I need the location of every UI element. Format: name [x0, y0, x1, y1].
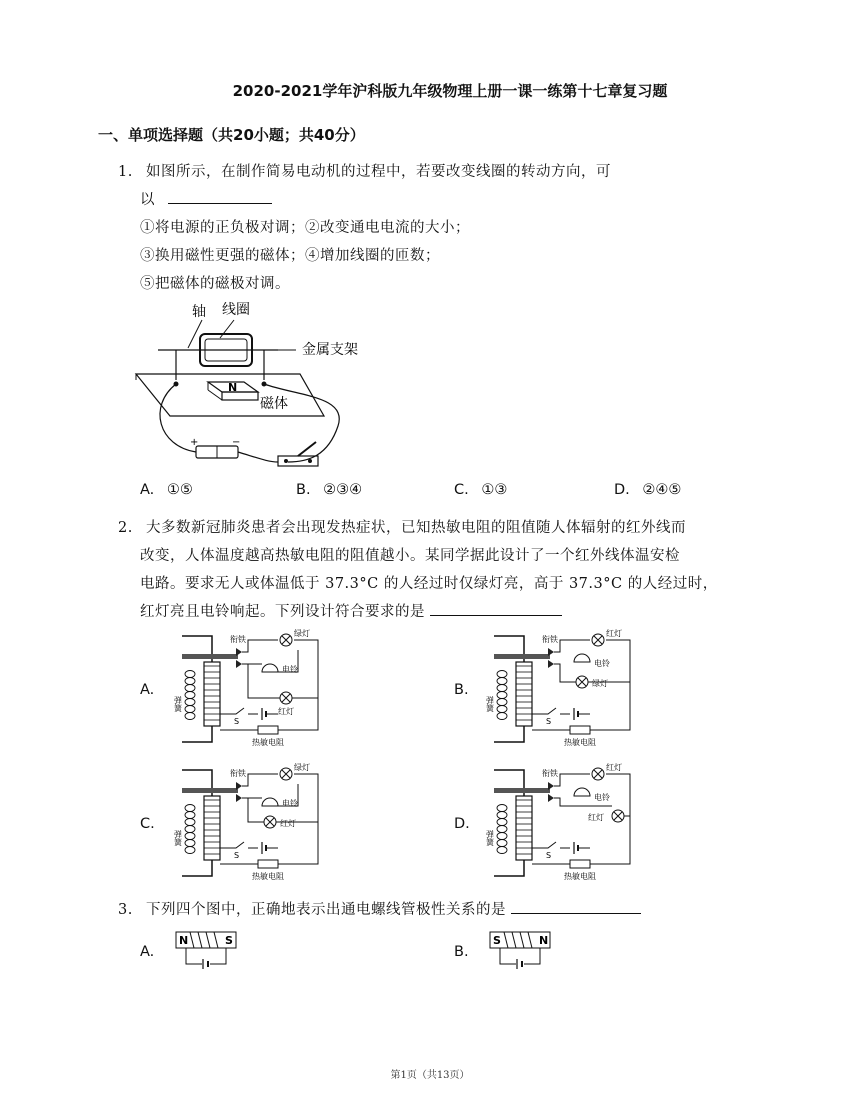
motor-figure [128, 296, 388, 472]
option-letter: A. [140, 944, 155, 960]
circuit-diagram-d [485, 760, 640, 882]
red-label: 红灯 [606, 629, 622, 638]
q1-line2 [140, 188, 272, 209]
bell-label: 电铃 [282, 799, 298, 808]
q2-option-c[interactable] [140, 816, 155, 832]
q2-number: 2. [118, 520, 133, 536]
solenoid-b [488, 930, 552, 970]
switch-label: S [234, 851, 240, 860]
red-label: 红灯 [588, 813, 604, 822]
magnet-label: 磁体 [260, 396, 288, 412]
thermistor-label: 热敏电阻 [564, 872, 596, 881]
thermistor-label: 热敏电阻 [564, 738, 596, 747]
q2-option-b[interactable] [454, 682, 469, 698]
armature-label: 衔铁 [230, 635, 246, 644]
switch-label: S [546, 851, 552, 860]
q3-text-1: 下列四个图中，正确地表示出通电螺线管极性关系的是 [145, 902, 506, 918]
bell-label: 电铃 [282, 665, 298, 674]
q2-line1 [118, 516, 686, 537]
thermistor [258, 726, 278, 734]
q3-line1 [118, 898, 641, 919]
page-title: 2020-2021学年沪科版九年级物理上册一课一练第十七章复习题 [232, 82, 668, 100]
bell-label: 电铃 [594, 793, 610, 802]
circuit-diagram-a [173, 626, 328, 748]
magnet-n-label: N [228, 381, 238, 394]
thermistor [570, 860, 590, 868]
option-letter: B. [454, 682, 469, 698]
thermistor [570, 726, 590, 734]
section-heading: 一、单项选择题（共20小题；共40分） [98, 126, 365, 144]
spring-label: 弹簧 [173, 830, 183, 846]
green-label: 绿灯 [592, 679, 608, 688]
pole-left: N [179, 934, 189, 947]
spring-label: 弹簧 [485, 830, 495, 846]
option-text: ①⑤ [166, 482, 193, 498]
switch-label: S [546, 717, 552, 726]
option-letter: C. [454, 482, 469, 498]
option-letter: D. [454, 816, 470, 832]
armature [494, 788, 550, 793]
q1-option-b[interactable] [296, 482, 362, 498]
option-text: ①③ [481, 482, 508, 498]
q2-answer-blank[interactable] [430, 601, 562, 616]
page-footer: 第1页（共13页） [390, 1070, 470, 1081]
green-label: 绿灯 [294, 629, 310, 638]
option-letter: A. [140, 682, 155, 698]
coil-label: 线圈 [222, 302, 250, 318]
q1-option-d[interactable] [614, 482, 681, 498]
q3-number: 3. [118, 902, 133, 918]
armature-label: 衔铁 [230, 769, 246, 778]
thermistor [258, 860, 278, 868]
q1-text-1: 如图所示，在制作简易电动机的过程中，若要改变线圈的转动方向，可 [145, 164, 611, 180]
red-label: 红灯 [280, 819, 296, 828]
battery-plus: + [190, 437, 199, 448]
red-label: 红灯 [278, 707, 294, 716]
q1-line1 [118, 160, 611, 181]
option-letter: B. [296, 482, 311, 498]
circuit-diagram-c [173, 760, 328, 882]
q3-answer-blank[interactable] [511, 899, 641, 914]
solenoid-a [174, 930, 238, 970]
thermistor-label: 热敏电阻 [252, 738, 284, 747]
armature-label: 衔铁 [542, 635, 558, 644]
bell-icon [574, 654, 590, 662]
pole-right: S [225, 934, 233, 947]
q3-option-a[interactable] [140, 944, 154, 960]
q1-choice-line-3: ⑤把磁体的磁极对调。 [140, 276, 290, 292]
axis-label: 轴 [192, 304, 206, 320]
bell-label: 电铃 [594, 659, 610, 668]
pole-right: N [539, 934, 549, 947]
bell-icon [262, 798, 278, 806]
armature [182, 654, 238, 659]
option-letter: B. [454, 944, 469, 960]
q3-option-b[interactable] [454, 944, 469, 960]
armature-label: 衔铁 [542, 769, 558, 778]
q1-text-2: 以 [140, 192, 155, 208]
battery-minus: − [232, 437, 241, 448]
option-text: ②④⑤ [642, 482, 682, 498]
q2-option-a[interactable] [140, 682, 154, 698]
q1-number: 1. [118, 164, 133, 180]
option-letter: A. [140, 482, 155, 498]
q2-text-1: 大多数新冠肺炎患者会出现发热症状，已知热敏电阻的阻值随人体辐射的红外线而 [145, 520, 686, 536]
option-text: ②③④ [323, 482, 363, 498]
thermistor-label: 热敏电阻 [252, 872, 284, 881]
pole-left: S [493, 934, 501, 947]
armature [494, 654, 550, 659]
switch-label: S [234, 717, 240, 726]
armature [182, 788, 238, 793]
q1-option-c[interactable] [454, 482, 507, 498]
q1-answer-blank[interactable] [168, 189, 272, 204]
circuit-diagram-b [485, 626, 640, 748]
q2-text-2: 改变，人体温度越高热敏电阻的阻值越小。某同学据此设计了一个红外线体温安检 [140, 548, 680, 564]
q1-choice-line-2: ③换用磁性更强的磁体；④增加线圈的匝数； [140, 248, 440, 264]
option-letter: C. [140, 816, 155, 832]
q1-choice-line-1: ①将电源的正负极对调；②改变通电电流的大小； [140, 220, 470, 236]
q2-line4 [140, 600, 562, 621]
option-letter: D. [614, 482, 630, 498]
red-label: 红灯 [606, 763, 622, 772]
q2-text-3: 电路。要求无人或体温低于 37.3°C 的人经过时仅绿灯亮，高于 37.3°C 的人经过时， [140, 576, 718, 592]
bracket-label: 金属支架 [302, 342, 358, 358]
q1-option-a[interactable] [140, 482, 193, 498]
q2-option-d[interactable] [454, 816, 470, 832]
spring-label: 弹簧 [173, 696, 183, 712]
bell-icon [262, 664, 278, 672]
bell-icon [574, 788, 590, 796]
green-label: 绿灯 [294, 763, 310, 772]
spring-label: 弹簧 [485, 696, 495, 712]
q2-text-4: 红灯亮且电铃响起。下列设计符合要求的是 [140, 604, 425, 620]
